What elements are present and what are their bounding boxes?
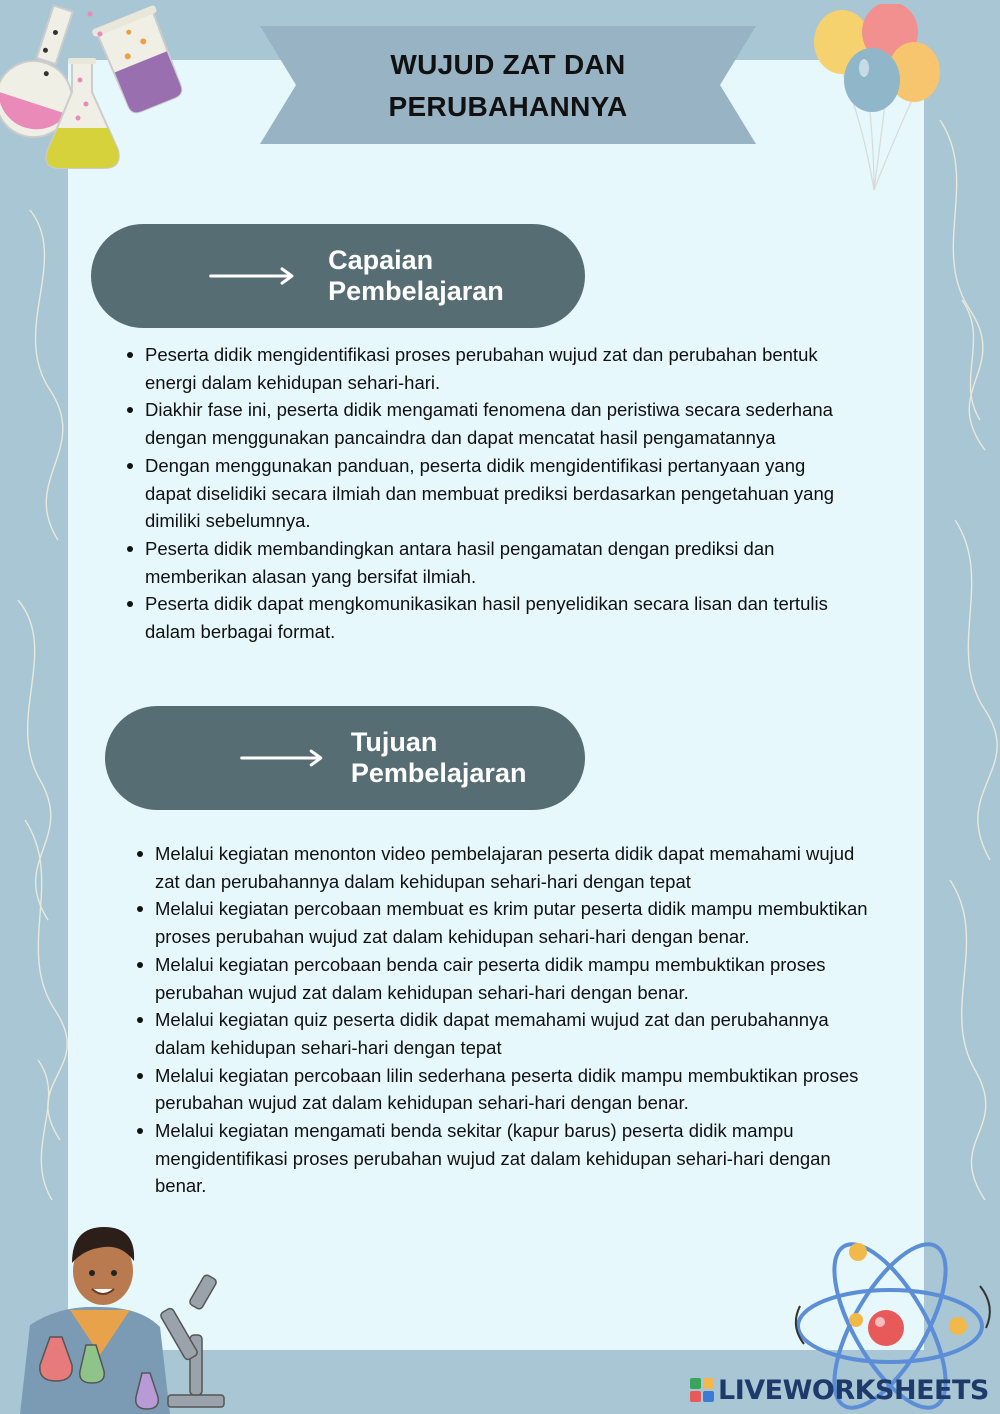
list-item-text: Peserta didik dapat mengkomunikasikan hasil penyelidikan secara lisan dan tertulis dalam berbagai format.: [145, 593, 828, 643]
bullet-icon: [137, 1073, 143, 1079]
list-item: [155, 1117, 875, 1200]
scientist-illustration: [0, 1215, 240, 1414]
list-item-text: Peserta didik mengidentifikasi proses perubahan wujud zat dan perubahan bentuk energi dalam kehidupan sehari-hari.: [145, 344, 818, 393]
list-item: [155, 1006, 875, 1061]
list-item: [145, 396, 845, 451]
list-item: [155, 895, 875, 950]
page-title: [260, 44, 756, 128]
list-item-text: Melalui kegiatan percobaan membuat es krim putar peserta didik mampu membuktikan proses perubahan wujud zat dalam kehidupan sehari-hari dengan benar.: [155, 898, 868, 948]
list-item: [155, 1062, 875, 1117]
list-item-text: Melalui kegiatan percobaan benda cair peserta didik mampu membuktikan proses perubahan wujud zat dalam kehidupan sehari-hari dengan benar.: [155, 953, 826, 1003]
flask-icon: [0, 0, 200, 175]
arrow-right-icon: [209, 266, 298, 286]
tujuan-list: [155, 840, 875, 1200]
arrow-right-icon: [240, 748, 327, 768]
section-heading-tujuan: [105, 706, 585, 810]
section-heading-label: Tujuan Pembelajaran: [350, 727, 527, 788]
list-item: [145, 590, 845, 645]
list-item: [145, 341, 845, 396]
list-item: [145, 452, 845, 535]
list-item-text: Diakhir fase ini, peserta didik mengamati fenomena dan peristiwa secara sederhana dengan menggunakan pancaindra dan dapat mencatat hasil pengamatannya: [145, 399, 833, 449]
bullet-icon: [137, 962, 143, 968]
section-heading-capaian: [91, 224, 585, 328]
page-title-line1: WUJUD ZAT DAN: [390, 49, 626, 80]
liveworksheets-text: LIVEWORKSHEETS: [718, 1374, 989, 1406]
page-title-line2: PERUBAHANNYA: [388, 91, 628, 122]
liveworksheets-brand[interactable]: [690, 1372, 989, 1408]
list-item-text: Melalui kegiatan menonton video pembelajaran peserta didik dapat memahami wujud zat dan perubahannya dalam kehidupan sehari-hari dengan tepat: [155, 843, 855, 892]
list-item-text: Melalui kegiatan quiz peserta didik dapat memahami wujud zat dan perubahannya dalam kehidupan sehari-hari dengan tepat: [155, 1009, 829, 1058]
list-item: [155, 840, 875, 895]
bullet-icon: [127, 463, 133, 469]
balloons-icon: [808, 4, 948, 194]
liveworksheets-logo: [690, 1378, 714, 1402]
bullet-icon: [137, 1128, 143, 1134]
list-item-text: Melalui kegiatan percobaan lilin sederhana peserta didik mampu membuktikan proses perubahan wujud zat dalam kehidupan sehari-hari dengan benar.: [155, 1064, 859, 1114]
capaian-list: [145, 341, 845, 646]
list-item-text: Melalui kegiatan mengamati benda sekitar (kapur barus) peserta didik mampu mengidentifikasi proses perubahan wujud zat dalam kehidupan sehari-hari dengan benar.: [155, 1120, 831, 1197]
bullet-icon: [127, 546, 133, 552]
list-item: [155, 951, 875, 1006]
list-item-text: Dengan menggunakan panduan, peserta didik mengidentifikasi pertanyaan yang dapat diselidiki secara ilmiah dan membuat prediksi berdasarkan pengetahuan yang dimiliki sebelumnya.: [145, 454, 835, 532]
section-heading-label: Capaian Pembelajaran: [328, 245, 504, 306]
bullet-icon: [127, 352, 133, 358]
list-item: [145, 535, 845, 590]
bullet-icon: [137, 851, 143, 857]
list-item-text: Peserta didik membandingkan antara hasil pengamatan dengan prediksi dan memberikan alasan yang bersifat ilmiah.: [145, 537, 775, 587]
